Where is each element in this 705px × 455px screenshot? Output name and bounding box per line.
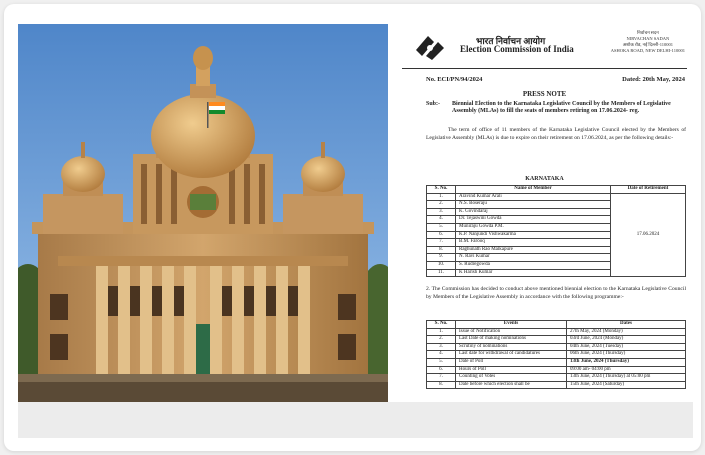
press-note-document xyxy=(396,24,693,402)
doc-title: Election Commission of India xyxy=(460,44,574,54)
caption-bar xyxy=(18,402,693,438)
table-row: 10. S. Rudregowda xyxy=(427,261,686,269)
table-row: 6. Hours of Poll 09:00 am- 04:00 pm xyxy=(427,366,686,374)
reference-number: No. ECI/PN/94/2024 xyxy=(426,76,483,83)
table-row: 3. Scrutiny of nominations 04th June, 2024 (Tuesday) xyxy=(427,343,686,351)
schedule-table: S. No. Events Dates 1. Issue of Notification 27th May, 2024 (Monday) 2. Last Date of making nominations 03rd June, 2024 (Monday) 3. Scrutiny of nominations 04th June, 2024 (Tuesday) 4. Last date for withdrawal of candidatures 06th June, 2024 (Thursday) 5. Date of Poll 13th June, 2024 (Thursday) 6. Hours of Poll 09:00 am- 04:00 pm 7. Counting of Votes 13th June, 2024 (Thursday) at 05:00 pm 8. Date before which election shall be 15th June, 2024 (Saturday) xyxy=(426,320,686,389)
article-card xyxy=(4,4,701,451)
table-row: 8. Date before which election shall be 15th June, 2024 (Saturday) xyxy=(427,381,686,389)
date-line: Dated: 20th May, 2024 xyxy=(622,76,685,83)
table-row: 2. Last Date of making nominations 03rd June, 2024 (Monday) xyxy=(427,336,686,344)
table-row: 9. N. Ravi Kumar xyxy=(427,254,686,262)
subject-label: Sub:- xyxy=(426,101,441,107)
paragraph-1: The term of office of 11 members of the Karnataka Legislative Council elected by the Members of Legislative Assembly (MLAs) is due to expire on their retirement on 17.06.2024, as per the following details:- xyxy=(426,127,686,141)
table-row: 4. Dr. Tejaswini Gowda xyxy=(427,216,686,224)
paragraph-2: 2. The Commission has decided to conduct above mentioned biennial election to the Karnataka Legislative Council by Members of the Legislative Assembly in accordance with the following programme:- xyxy=(426,286,686,300)
members-table: S. No. Name of Member Date of Retirement 1. Aravind Kumar Arali 17.06.2024 2. N.S. Boseraju 3. K. Govindaraj 4. Dr. Tejaswini Gowda 5. Muniraju Gowda P.M. 6. K.P. Nanjundi Vishwakarma 7. B.M. Farooq 8. Raghunath Rao Malkapure 9. N. Ravi Kumar 10. S. Rudregowda 11. K Harish Kumar xyxy=(426,185,686,277)
address-block: निर्वाचन सदन NIRVACHAN SADAN अशोक रोड, नई दिल्ली-110001 ASHOKA ROAD, NEW DELHI-110001 xyxy=(610,30,685,53)
table-row: 5. Muniraju Gowda P.M. xyxy=(427,223,686,231)
table-row: 1. Aravind Kumar Arali 17.06.2024 xyxy=(427,193,686,201)
vidhana-soudha-photo xyxy=(18,24,388,402)
state-heading: KARNATAKA xyxy=(525,176,564,182)
header-rule xyxy=(402,68,687,69)
table-row: 7. B.M. Farooq xyxy=(427,239,686,247)
table-row: 1. Issue of Notification 27th May, 2024 (Monday) xyxy=(427,328,686,336)
press-note-heading: PRESS NOTE xyxy=(522,90,567,98)
hindi-title: भारत निर्वाचन आयोग xyxy=(476,36,546,46)
table-row: 11. K Harish Kumar xyxy=(427,269,686,277)
table-row: 8. Raghunath Rao Malkapure xyxy=(427,246,686,254)
table-row: 5. Date of Poll 13th June, 2024 (Thursday) xyxy=(427,358,686,366)
table-row: 4. Last date for withdrawal of candidatures 06th June, 2024 (Thursday) xyxy=(427,351,686,359)
subject-text: Biennial Election to the Karnataka Legislative Council by the Members of Legislative Assembly (MLAs) to fill the seats of members retiring on 17.06.2024- reg. xyxy=(452,101,671,115)
table-row: 2. N.S. Boseraju xyxy=(427,201,686,209)
retirement-date: 17.06.2024 xyxy=(611,193,686,277)
table-row: 6. K.P. Nanjundi Vishwakarma xyxy=(427,231,686,239)
table-row: 7. Counting of Votes 13th June, 2024 (Thursday) at 05:00 pm xyxy=(427,374,686,382)
eci-logo-icon xyxy=(412,32,448,62)
table-row: 3. K. Govindaraj xyxy=(427,208,686,216)
